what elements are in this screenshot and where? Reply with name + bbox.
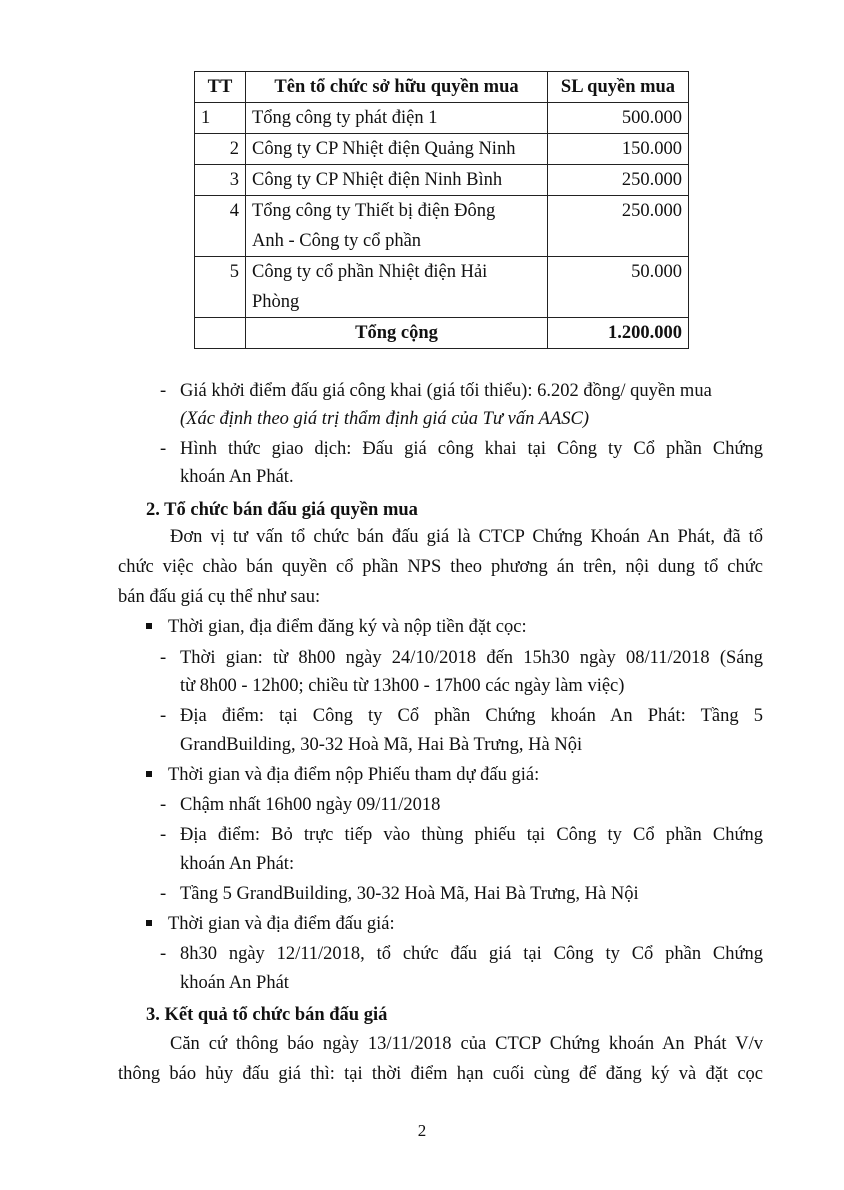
header-quantity: SL quyền mua bbox=[548, 72, 689, 103]
row-quantity: 250.000 bbox=[548, 165, 689, 196]
b1-item1-line1: Thời gian: từ 8h00 ngày 24/10/2018 đến 15h30 ngày 08/11/2018 (Sáng bbox=[180, 648, 763, 668]
row-org-name-line2: Anh - Công ty cổ phần bbox=[252, 231, 422, 251]
dash-marker: - bbox=[160, 825, 167, 845]
dash-marker: - bbox=[160, 884, 167, 904]
square-bullet-icon bbox=[146, 920, 152, 926]
b2-item2-line2: khoán An Phát: bbox=[180, 854, 295, 874]
form-line-1: Hình thức giao dịch: Đấu giá công khai tại Công ty Cổ phần Chứng bbox=[180, 439, 763, 459]
bullet-1-text: Thời gian, địa điểm đăng ký và nộp tiền đặt cọc: bbox=[168, 617, 527, 637]
b2-item3: Tầng 5 GrandBuilding, 30-32 Hoà Mã, Hai Bà Trưng, Hà Nội bbox=[180, 884, 639, 904]
table-row bbox=[195, 103, 689, 134]
row-quantity: 500.000 bbox=[548, 103, 689, 134]
bullet-2-text: Thời gian và địa điểm nộp Phiếu tham dự đấu giá: bbox=[168, 765, 540, 785]
section-2-title: 2. Tổ chức bán đấu giá quyền mua bbox=[146, 500, 418, 520]
price-line: Giá khởi điểm đấu giá công khai (giá tối thiểu): 6.202 đồng/ quyền mua bbox=[180, 381, 712, 401]
row-tt: 4 bbox=[195, 196, 246, 257]
total-value: 1.200.000 bbox=[548, 318, 689, 349]
b1-item1-line2: từ 8h00 - 12h00; chiều từ 13h00 - 17h00 các ngày làm việc) bbox=[180, 676, 625, 696]
b3-item1-line2: khoán An Phát bbox=[180, 973, 289, 993]
row-org-name: Công ty CP Nhiệt điện Quảng Ninh bbox=[246, 134, 548, 165]
section-3-title: 3. Kết quả tổ chức bán đấu giá bbox=[146, 1005, 388, 1025]
row-tt: 3 bbox=[195, 165, 246, 196]
b2-item2-line1: Địa điểm: Bỏ trực tiếp vào thùng phiếu tại Công ty Cổ phần Chứng bbox=[180, 825, 763, 845]
b2-item1: Chậm nhất 16h00 ngày 09/11/2018 bbox=[180, 795, 441, 815]
dash-marker: - bbox=[160, 944, 167, 964]
row-org-name-line1: Công ty cổ phần Nhiệt điện Hải bbox=[252, 262, 488, 282]
section-2-para-line-2: chức việc chào bán quyền cổ phần NPS theo phương án trên, nội dung tổ chức bbox=[118, 557, 763, 577]
row-quantity: 250.000 bbox=[548, 196, 689, 257]
header-tt: TT bbox=[195, 72, 246, 103]
b1-item2-line2: GrandBuilding, 30-32 Hoà Mã, Hai Bà Trưng, Hà Nội bbox=[180, 735, 583, 755]
total-label: Tổng cộng bbox=[246, 318, 548, 349]
section-2-para-line-1: Đơn vị tư vấn tổ chức bán đấu giá là CTCP Chứng Khoán An Phát, đã tổ bbox=[170, 527, 763, 547]
dash-marker: - bbox=[160, 439, 167, 459]
table-header-row bbox=[195, 72, 689, 103]
row-org-name bbox=[246, 196, 548, 257]
row-tt: 1 bbox=[195, 103, 246, 134]
section-3-para-line-1: Căn cứ thông báo ngày 13/11/2018 của CTCP Chứng khoán An Phát V/v bbox=[170, 1034, 763, 1054]
row-quantity: 50.000 bbox=[548, 257, 689, 318]
b1-item2-line1: Địa điểm: tại Công ty Cổ phần Chứng khoán An Phát: Tầng 5 bbox=[180, 706, 763, 726]
row-tt: 5 bbox=[195, 257, 246, 318]
table-row bbox=[195, 165, 689, 196]
dash-marker: - bbox=[160, 706, 167, 726]
dash-marker: - bbox=[160, 381, 167, 401]
square-bullet-icon bbox=[146, 771, 152, 777]
section-2-para-line-3: bán đấu giá cụ thể như sau: bbox=[118, 587, 321, 607]
price-note: (Xác định theo giá trị thẩm định giá của Tư vấn AASC) bbox=[180, 409, 590, 429]
form-line-2: khoán An Phát. bbox=[180, 467, 294, 487]
square-bullet-icon bbox=[146, 623, 152, 629]
table-row bbox=[195, 134, 689, 165]
row-org-name-line2: Phòng bbox=[252, 292, 300, 312]
row-quantity: 150.000 bbox=[548, 134, 689, 165]
row-org-name: Công ty CP Nhiệt điện Ninh Bình bbox=[246, 165, 548, 196]
dash-marker: - bbox=[160, 795, 167, 815]
dash-marker: - bbox=[160, 648, 167, 668]
b3-item1-line1: 8h30 ngày 12/11/2018, tổ chức đấu giá tại Công ty Cổ phần Chứng bbox=[180, 944, 763, 964]
rights-holder-table bbox=[194, 71, 689, 349]
row-org-name-line1: Tổng công ty Thiết bị điện Đông bbox=[252, 201, 496, 221]
row-tt: 2 bbox=[195, 134, 246, 165]
table-row bbox=[195, 196, 689, 257]
table-total-row bbox=[195, 318, 689, 349]
row-org-name: Tổng công ty phát điện 1 bbox=[246, 103, 548, 134]
row-org-name bbox=[246, 257, 548, 318]
header-org-name: Tên tổ chức sở hữu quyền mua bbox=[246, 72, 548, 103]
table-row bbox=[195, 257, 689, 318]
total-empty-cell bbox=[195, 318, 246, 349]
section-3-para-line-2: thông báo hủy đấu giá thì: tại thời điểm hạn cuối cùng để đăng ký và đặt cọc bbox=[118, 1064, 763, 1084]
page-number: 2 bbox=[417, 1121, 427, 1140]
bullet-3-text: Thời gian và địa điểm đấu giá: bbox=[168, 914, 395, 934]
